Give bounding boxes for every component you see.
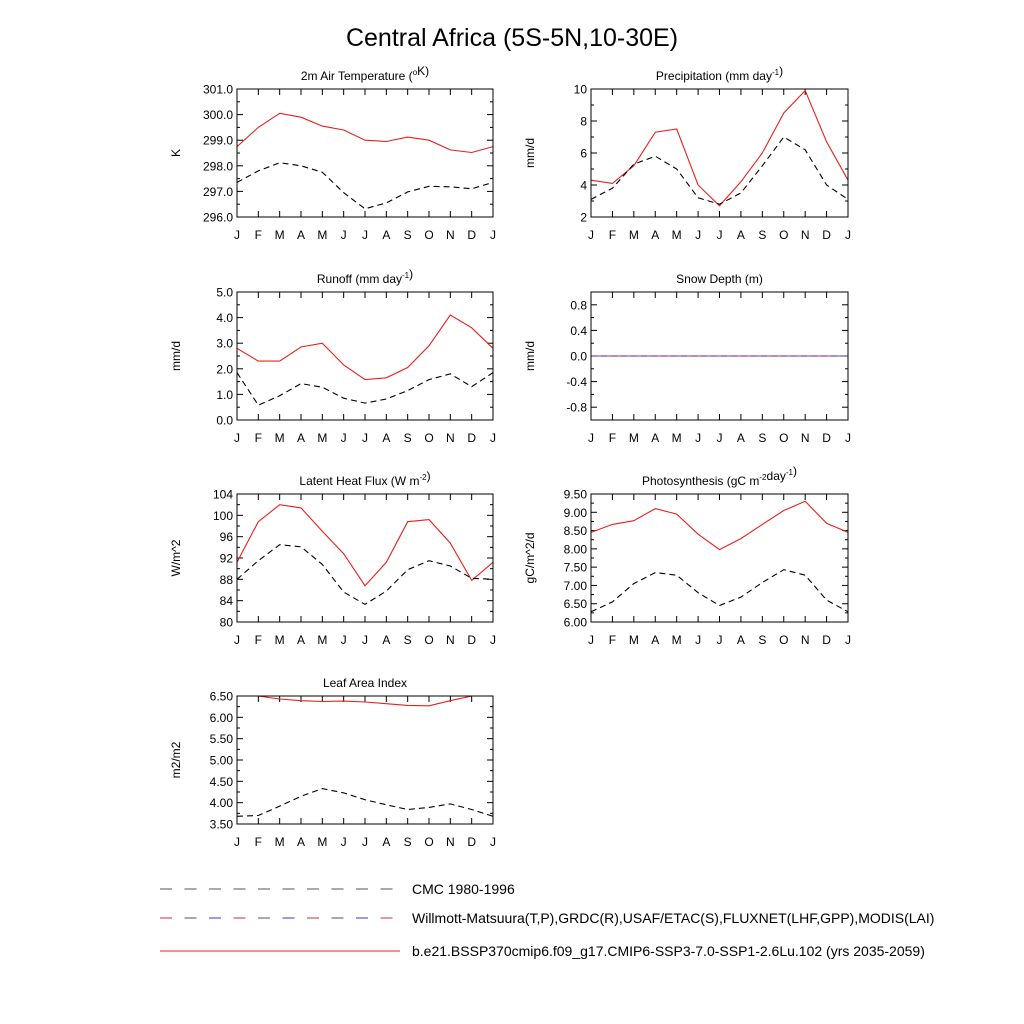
series-line-cmc	[237, 789, 493, 817]
x-tick-label: J	[234, 835, 240, 849]
y-axis-label: gC/m^2/d	[523, 532, 537, 584]
legend-item-1	[160, 881, 515, 897]
series-line-model	[237, 315, 493, 380]
y-tick-label: 5.0	[216, 285, 233, 300]
x-tick-label: M	[671, 633, 682, 647]
y-tick-label: 6.50	[209, 689, 233, 704]
x-tick-label: N	[800, 633, 810, 647]
y-tick-label: 8.50	[563, 524, 587, 539]
series-line-cmc	[591, 570, 848, 612]
panel-title: Snow Depth (m)	[676, 272, 763, 286]
y-axis-label: mm/d	[523, 138, 537, 168]
y-tick-label: 9.00	[563, 505, 587, 520]
panel-7	[169, 676, 496, 849]
x-tick-label: M	[671, 431, 682, 445]
x-tick-label: J	[340, 633, 347, 647]
x-tick-label: A	[296, 835, 306, 849]
y-tick-label: 300.0	[202, 108, 233, 123]
x-tick-label: A	[736, 431, 745, 445]
y-tick-label: 4.00	[209, 796, 233, 811]
x-tick-label: J	[716, 633, 723, 647]
x-tick-label: M	[628, 633, 639, 647]
series-line-cmc	[237, 545, 493, 605]
series-line-model	[591, 501, 848, 549]
y-tick-label: 296.0	[202, 210, 233, 225]
y-tick-label: 6.00	[209, 710, 233, 725]
x-tick-label: O	[424, 633, 434, 647]
x-tick-label: J	[340, 228, 347, 242]
y-axis-label: W/m^2	[169, 539, 183, 577]
x-tick-label: D	[467, 633, 477, 647]
panel-title: Latent Heat Flux (W $m^{-2}$)	[299, 469, 431, 488]
x-tick-label: F	[608, 228, 617, 242]
y-tick-label: 6	[580, 146, 587, 161]
x-tick-label: A	[736, 228, 745, 242]
y-tick-label: 6.50	[563, 597, 587, 612]
x-tick-label: J	[588, 228, 594, 242]
x-tick-label: N	[800, 228, 810, 242]
series-line-model	[237, 505, 493, 586]
panel-title: Runoff (mm day$^{-1}$)	[316, 267, 414, 286]
x-tick-label: J	[234, 228, 240, 242]
x-tick-label: A	[651, 633, 660, 647]
x-tick-label: D	[822, 633, 831, 647]
panel-title: Photosynthesis (gC $m^{-2}day^{-1}$)	[642, 464, 797, 488]
panel-6	[523, 464, 851, 647]
y-tick-label: 7.50	[563, 560, 587, 575]
series-line-model	[591, 91, 848, 206]
x-tick-label: J	[845, 431, 851, 445]
x-tick-label: J	[362, 835, 368, 849]
x-tick-label: S	[403, 835, 412, 849]
x-tick-label: M	[317, 835, 328, 849]
x-tick-label: J	[845, 228, 851, 242]
x-tick-label: M	[317, 228, 328, 242]
panels	[169, 64, 851, 849]
x-tick-label: M	[274, 431, 285, 445]
series-line-cmc	[237, 373, 493, 406]
x-tick-label: J	[362, 228, 368, 242]
x-tick-label: M	[628, 228, 639, 242]
y-tick-label: 0.4	[570, 323, 587, 338]
x-tick-label: A	[382, 633, 391, 647]
y-tick-label: 92	[219, 551, 233, 566]
x-tick-label: F	[608, 431, 617, 445]
x-tick-label: J	[340, 835, 347, 849]
y-tick-label: 0.0	[570, 349, 587, 364]
x-tick-label: J	[588, 633, 594, 647]
y-tick-label: 298.0	[202, 159, 233, 174]
x-tick-label: A	[296, 633, 306, 647]
panel-title: Leaf Area Index	[322, 676, 408, 690]
panel-2	[523, 64, 851, 242]
x-tick-label: O	[424, 228, 434, 242]
y-axis-label: mm/d	[169, 341, 183, 371]
x-tick-label: F	[608, 633, 617, 647]
x-tick-label: D	[467, 835, 477, 849]
legend-item-3	[160, 943, 925, 959]
panel-title: 2m Air Temperature ($^o$K)	[300, 64, 430, 83]
x-tick-label: J	[490, 835, 496, 849]
x-tick-label: S	[758, 228, 767, 242]
x-tick-label: N	[445, 835, 455, 849]
plot-frame	[237, 696, 493, 824]
y-tick-label: -0.4	[566, 375, 587, 390]
x-tick-label: J	[716, 228, 723, 242]
plot-frame	[237, 494, 493, 622]
x-tick-label: J	[234, 633, 240, 647]
y-tick-label: 5.00	[209, 753, 233, 768]
x-tick-label: N	[445, 431, 455, 445]
x-tick-label: J	[695, 633, 702, 647]
x-tick-label: M	[274, 633, 285, 647]
y-tick-label: 301.0	[202, 82, 233, 97]
plot-frame	[591, 494, 848, 622]
x-tick-label: M	[671, 228, 682, 242]
plot-frame	[237, 89, 493, 217]
plot-frame	[591, 89, 848, 217]
y-tick-label: 1.0	[216, 387, 233, 402]
x-tick-label: M	[317, 633, 328, 647]
y-tick-label: -0.8	[566, 400, 587, 415]
x-tick-label: S	[758, 633, 767, 647]
x-tick-label: J	[716, 431, 723, 445]
y-tick-label: 96	[219, 530, 233, 545]
y-tick-label: 2	[580, 210, 587, 225]
x-tick-label: F	[254, 835, 263, 849]
x-tick-label: F	[254, 228, 263, 242]
y-axis-label: mm/d	[523, 341, 537, 371]
x-tick-label: A	[382, 228, 391, 242]
x-tick-label: S	[403, 633, 412, 647]
legend-label: b.e21.BSSP370cmip6.f09_g17.CMIP6-SSP3-7.0-SSP1-2.6Lu.102 (yrs 2035-2059)	[412, 943, 925, 959]
y-tick-label: 2.0	[216, 362, 233, 377]
y-tick-label: 4.50	[209, 774, 233, 789]
y-tick-label: 104	[212, 487, 233, 502]
x-tick-label: N	[445, 228, 455, 242]
figure-title: Central Africa (5S-5N,10-30E)	[345, 24, 679, 52]
y-tick-label: 10	[573, 82, 587, 97]
plot-frame	[237, 292, 493, 420]
y-tick-label: 0.0	[216, 413, 233, 428]
x-tick-label: A	[296, 228, 306, 242]
x-tick-label: S	[758, 431, 767, 445]
x-tick-label: J	[845, 633, 851, 647]
y-tick-label: 84	[219, 594, 233, 609]
y-tick-label: 3.0	[216, 336, 233, 351]
x-tick-label: O	[779, 228, 789, 242]
x-tick-label: A	[651, 431, 660, 445]
x-tick-label: J	[490, 228, 496, 242]
panel-1	[169, 64, 496, 242]
x-tick-label: N	[800, 431, 810, 445]
x-tick-label: J	[695, 228, 702, 242]
panel-title: Precipitation (mm day$^{-1}$)	[655, 64, 784, 83]
y-tick-label: 0.8	[570, 298, 587, 313]
x-tick-label: D	[822, 431, 831, 445]
legend-label: CMC 1980-1996	[412, 881, 515, 897]
x-tick-label: A	[382, 835, 391, 849]
panel-5	[169, 469, 496, 647]
x-tick-label: J	[490, 633, 496, 647]
x-tick-label: M	[317, 431, 328, 445]
x-tick-label: M	[274, 835, 285, 849]
panel-3	[169, 267, 496, 445]
series-line-model	[237, 113, 493, 152]
y-tick-label: 6.00	[563, 615, 587, 630]
x-tick-label: A	[296, 431, 306, 445]
x-tick-label: J	[362, 431, 368, 445]
legend-item-2	[160, 910, 934, 926]
x-tick-label: O	[424, 835, 434, 849]
x-tick-label: F	[254, 431, 263, 445]
x-tick-label: F	[254, 633, 263, 647]
series-line-cmc	[237, 163, 493, 209]
x-tick-label: O	[424, 431, 434, 445]
x-tick-label: J	[695, 431, 702, 445]
x-tick-label: A	[651, 228, 660, 242]
x-tick-label: A	[736, 633, 745, 647]
panel-4	[523, 272, 851, 445]
y-tick-label: 8.00	[563, 542, 587, 557]
y-tick-label: 88	[219, 572, 233, 587]
x-tick-label: J	[490, 431, 496, 445]
y-tick-label: 299.0	[202, 133, 233, 148]
y-tick-label: 3.50	[209, 817, 233, 832]
x-tick-label: S	[403, 228, 412, 242]
y-tick-label: 297.0	[202, 184, 233, 199]
y-tick-label: 100	[212, 508, 233, 523]
x-tick-label: M	[274, 228, 285, 242]
x-tick-label: J	[588, 431, 594, 445]
y-tick-label: 4.0	[216, 311, 233, 326]
x-tick-label: J	[234, 431, 240, 445]
x-tick-label: J	[340, 431, 347, 445]
x-tick-label: M	[628, 431, 639, 445]
x-tick-label: N	[445, 633, 455, 647]
x-tick-label: D	[467, 228, 477, 242]
x-tick-label: O	[779, 431, 789, 445]
y-tick-label: 8	[580, 114, 587, 129]
x-tick-label: J	[362, 633, 368, 647]
y-axis-label: m2/m2	[169, 741, 183, 779]
y-tick-label: 5.50	[209, 732, 233, 747]
y-tick-label: 4	[580, 178, 587, 193]
series-line-cmc	[591, 137, 848, 204]
y-axis-label: K	[169, 148, 183, 158]
x-tick-label: D	[467, 431, 477, 445]
y-tick-label: 7.00	[563, 578, 587, 593]
x-tick-label: D	[822, 228, 831, 242]
x-tick-label: A	[382, 431, 391, 445]
x-tick-label: O	[779, 633, 789, 647]
x-tick-label: S	[403, 431, 412, 445]
y-tick-label: 80	[219, 615, 233, 630]
legend	[160, 881, 934, 959]
y-tick-label: 9.50	[563, 487, 587, 502]
legend-label: Willmott-Matsuura(T,P),GRDC(R),USAF/ETAC(S),FLUXNET(LHF,GPP),MODIS(LAI)	[412, 910, 935, 926]
